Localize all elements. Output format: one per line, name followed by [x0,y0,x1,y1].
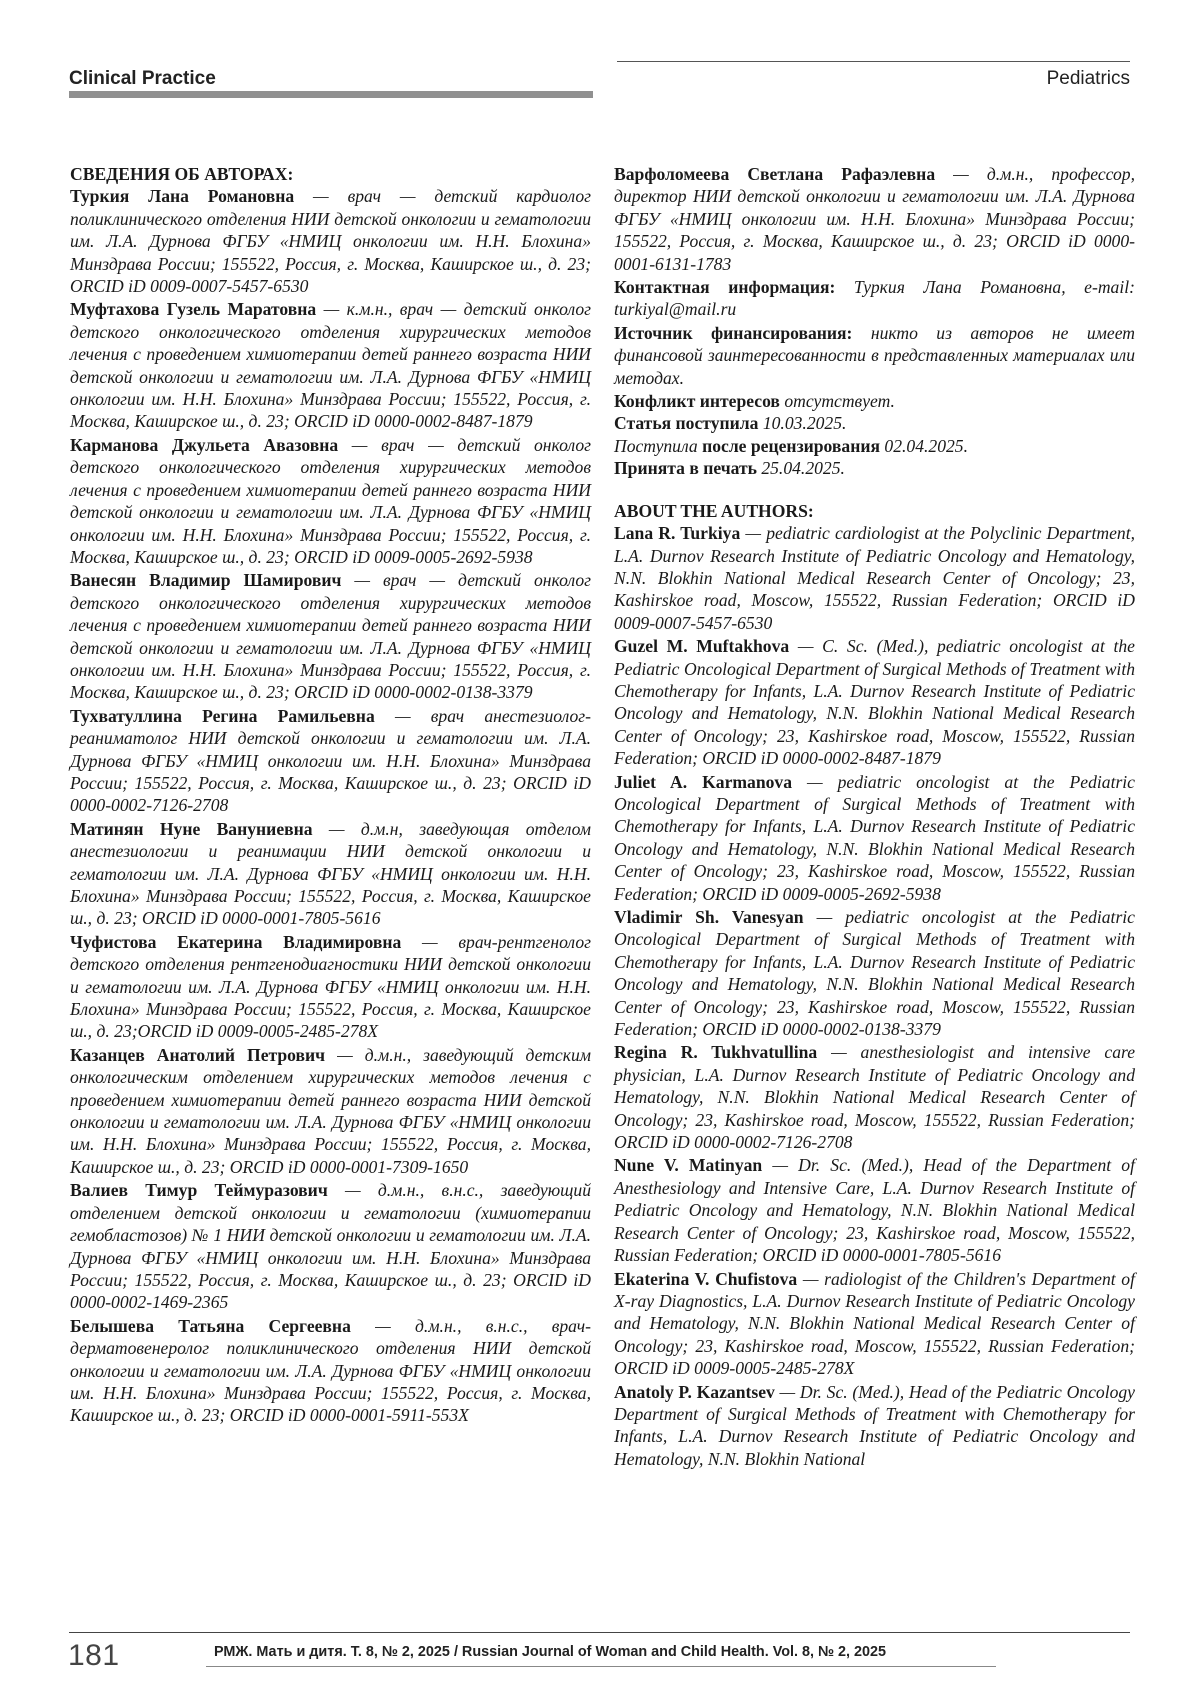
footer-underline [206,1666,996,1667]
author-name: Муфтахова Гузель Маратовна [70,299,317,320]
conflict-label: Конфликт интересов [614,391,780,412]
author-details: — врач анестезиолог-реаниматолог НИИ детской онкологии и гематологии им. Л.А. Дурнова ФГБУ «НМИЦ онкологии им. Н.Н. Блохина» Минздрава России; 155522, Россия, г. Москва, Каширское ш., д. 23; ORCID iD 0000-0002-7126-2708 [70,705,591,816]
conflict-text: отсутствует. [779,391,895,412]
author-details: — д.м.н, заведующая отделом анестезиологии и реанимации НИИ детской онкологии и гематологии им. Л.А. Дурнова ФГБУ «НМИЦ онкологии им. Н.Н. Блохина» Минздрава России; 155522, Россия, г. Москва, Каширское ш., д. 23; ORCID iD 0000-0001-7805-5616 [70,818,591,929]
revised-label: после рецензирования [697,435,881,456]
author-name: Казанцев Анатолий Петрович [70,1044,326,1065]
header-top-rule [617,61,1130,62]
left-column [70,163,591,1428]
section-label: Clinical Practice [69,68,216,89]
funding-label: Источник финансирования: [614,322,853,343]
author-entry-en [614,635,1135,769]
author-details: — к.м.н., врач — детский онколог детского онкологического отделения хирургических методов лечения с проведением химиотерапии детей раннего возраста НИИ детской онкологии и гематологии им. Л.А. Дурнова ФГБУ «НМИЦ онкологии им. Н.Н. Блохина» Минздрава России; 155522, Россия, г. Москва, Каширское ш., д. 23; ORCID iD 0000-0002-8487-1879 [70,299,591,432]
author-entry-ru [614,163,1135,275]
contact-text: Туркия Лана Романовна, e-mail: turkiyal@mail.ru [614,277,1135,320]
author-entry-ru [70,1044,591,1178]
author-name: Белышева Татьяна Сергеевна [70,1315,351,1336]
right-column [614,163,1135,1471]
author-entry-en [614,771,1135,905]
funding-text: никто из авторов не имеет финансовой заинтересованности в представленных материалах или методах. [614,322,1135,388]
authors-heading-en: ABOUT THE AUTHORS: [614,500,814,521]
contact-label: Контактная информация: [614,277,836,298]
accepted-value: 25.04.2025. [756,458,845,479]
accepted-label: Принята в печать [614,458,757,479]
page-number: 181 [68,1639,120,1672]
author-name: Guzel M. Muftakhova [614,636,790,657]
header-bar [69,91,593,98]
author-entry-en [614,1381,1135,1471]
author-name: Nune V. Matinyan [614,1155,763,1176]
author-details: — д.м.н., профессор, директор НИИ детской онкологии и гематологии им. Л.А. Дурнова ФГБУ «НМИЦ онкологии им. Н.Н. Блохина» Минздрава России; 155522, Россия, г. Москва, Каширское ш., д. 23; ORCID iD 0000-0001-6131-1783 [614,164,1135,274]
author-details: — д.м.н., в.н.с., заведующий отделением детской онкологии и гематологии (химиотерапии гемобластозов) № 1 НИИ детской онкологии и гематологии им. Л.А. Дурнова ФГБУ «НМИЦ онкологии им. Н.Н. Блохина» Минздрава России; 155522, Россия, г. Москва, Каширское ш., д. 23; ORCID iD 0000-0002-1469-2365 [70,1180,591,1313]
author-entry-ru [70,818,591,930]
author-name: Regina R. Tukhvatullina [614,1042,818,1063]
author-name: Чуфистова Екатерина Владимировна [70,931,402,952]
author-details: — Dr. Sc. (Med.), Head of the Pediatric Oncology Department of Surgical Methods of Treatment with Chemotherapy for Infants, L.A. Durnov Research Institute of Pediatric Oncology and Hematology, N.N. Blokhin National [614,1381,1135,1469]
author-name: Карманова Джульета Авазовна [70,434,339,455]
author-entry-en [614,1268,1135,1380]
author-details: — врач — детский кардиолог поликлинического отделения НИИ детской онкологии и гематологии им. Л.А. Дурнова ФГБУ «НМИЦ онкологии им. Н.Н. Блохина» Минздрава России; 155522, Россия, г. Москва, Каширское ш., д. 23; ORCID iD 0009-0007-5457-6530 [70,186,591,297]
author-entry-ru [70,185,591,297]
author-details: — pediatric oncologist at the Pediatric Oncological Department of Surgical Methods of Treatment with Chemotherapy for Infants, L.A. Durnov Research Institute of Pediatric Oncology and Hematology, N.N. Blokhin National Medical Research Center of Oncology; 23, Kashirskoe road, Moscow, 155522, Russian Federation; ORCID iD 0009-0005-2692-5938 [614,771,1135,904]
received-label: Статья поступила [614,413,759,434]
author-name: Juliet A. Karmanova [614,771,793,792]
author-entry-ru [70,569,591,703]
author-details: — radiologist of the Children's Department of X-ray Diagnostics, L.A. Durnov Research Institute of Pediatric Oncology and Hematology, N.N. Blokhin National Medical Research Center of Oncology; 23, Kashirskoe road, Moscow, 155522, Russian Federation; ORCID iD 0009-0005-2485-278X [614,1268,1135,1379]
revised-date [614,435,1135,457]
author-name: Варфоломеева Светлана Рафаэлевна [614,164,936,184]
revised-pre: Поступила [614,435,698,456]
received-date [614,412,1135,434]
author-details: — врач — детский онколог детского онкологического отделения хирургических методов лечения с проведением химиотерапии детей раннего возраста НИИ детской онкологии и гематологии им. Л.А. Дурнова ФГБУ «НМИЦ онкологии им. Н.Н. Блохина» Минздрава России; 155522, Россия, г. Москва, Каширское ш., д. 23; ORCID iD 0009-0005-2692-5938 [70,434,591,567]
author-details: — pediatric oncologist at the Pediatric Oncological Department of Surgical Methods of Treatment with Chemotherapy for Infants, L.A. Durnov Research Institute of Pediatric Oncology and Hematology, N.N. Blokhin National Medical Research Center of Oncology; 23, Kashirskoe road, Moscow, 155522, Russian Federation; ORCID iD 0000-0002-0138-3379 [614,907,1135,1040]
received-value: 10.03.2025. [758,413,847,434]
author-entry-ru [70,434,591,568]
author-entry-en [614,906,1135,1040]
author-name: Валиев Тимур Теймуразович [70,1180,328,1201]
revised-value: 02.04.2025. [880,435,968,456]
funding-info [614,322,1135,389]
author-details: — C. Sc. (Med.), pediatric oncologist at the Pediatric Oncological Department of Surgical Methods of Treatment with Chemotherapy for Infants, L.A. Durnov Research Institute of Pediatric Oncology and Hematology, N.N. Blokhin National Medical Research Center of Oncology; 23, Kashirskoe road, Moscow, 155522, Russian Federation; ORCID iD 0000-0002-8487-1879 [614,636,1135,769]
author-entry-en [614,1154,1135,1266]
journal-section-label: Pediatrics [1046,68,1130,89]
author-name: Vladimir Sh. Vanesyan [614,907,804,927]
author-name: Ekaterina V. Chufistova [614,1268,798,1289]
author-entry-en [614,522,1135,634]
author-details: — anesthesiologist and intensive care physician, L.A. Durnov Research Institute of Pediatric Oncology and Hematology, N.N. Blokhin National Medical Research Center of Oncology; 23, Kashirskoe road, Moscow, 155522, Russian Federation; ORCID iD 0000-0002-7126-2708 [614,1042,1135,1153]
author-details: — врач-рентгенолог детского отделения рентгенодиагностики НИИ детской онкологии и гематологии им. Л.А. Дурнова ФГБУ «НМИЦ онкологии им. Н.Н. Блохина» Минздрава России; 155522, Россия, г. Москва, Каширское ш., д. 23;ORCID iD 0009-0005-2485-278X [70,931,591,1042]
author-name: Lana R. Turkiya [614,523,741,544]
author-entry-ru [70,931,591,1043]
author-entry-en [614,1041,1135,1153]
author-details: — Dr. Sc. (Med.), Head of the Department of Anesthesiology and Intensive Care, L.A. Durnov Research Institute of Pediatric Oncology and Hematology, N.N. Blokhin National Medical Research Center of Oncology; 23, Kashirskoe road, Moscow, 155522, Russian Federation; ORCID iD 0000-0001-7805-5616 [614,1155,1135,1266]
author-details: — д.м.н., заведующий детским онкологическим отделением хирургических методов лечения с проведением химиотерапии детей раннего возраста НИИ детской онкологии и гематологии им. Л.А. Дурнова ФГБУ «НМИЦ онкологии им. Н.Н. Блохина» Минздрава России; 155522, Россия, г. Москва, Каширское ш., д. 23; ORCID iD 0000-0001-7309-1650 [70,1044,591,1177]
authors-heading-ru: СВЕДЕНИЯ ОБ АВТОРАХ: [70,164,294,184]
author-entry-ru [70,705,591,817]
conflict-info [614,390,1135,412]
author-details: — врач — детский онколог детского онкологического отделения хирургических методов лечения с проведением химиотерапии детей раннего возраста НИИ детской онкологии и гематологии им. Л.А. Дурнова ФГБУ «НМИЦ онкологии им. Н.Н. Блохина» Минздрава России; 155522, Россия, г. Москва, Каширское ш., д. 23; ORCID iD 0000-0002-0138-3379 [70,570,591,703]
journal-citation: РМЖ. Мать и дитя. Т. 8, № 2, 2025 / Russian Journal of Woman and Child Health. Vol. 8, № 2, 2025 [214,1644,887,1660]
author-details: — pediatric cardiologist at the Polyclinic Department, L.A. Durnov Research Institute of Pediatric Oncology and Hematology, N.N. Blokhin National Medical Research Center of Oncology; 23, Kashirskoe road, Moscow, 155522, Russian Federation; ORCID iD 0009-0007-5457-6530 [614,523,1135,633]
author-name: Матинян Нуне Вануниевна [70,818,313,839]
author-name: Ванесян Владимир Шамирович [70,570,342,591]
author-details: — д.м.н., в.н.с., врач-дерматовенеролог поликлинического отделения НИИ детской онкологии и гематологии им. Л.А. Дурнова ФГБУ «НМИЦ онкологии им. Н.Н. Блохина» Минздрава России; 155522, Россия, г. Москва, Каширское ш., д. 23; ORCID iD 0000-0001-5911-553X [70,1315,591,1426]
author-entry-ru [70,1315,591,1427]
author-name: Туркия Лана Романовна [70,186,295,207]
accepted-date [614,457,1135,479]
author-entry-ru [70,1179,591,1313]
contact-info [614,276,1135,321]
author-name: Тухватуллина Регина Рамильевна [70,705,375,726]
author-entry-ru [70,298,591,432]
author-name: Anatoly P. Kazantsev [614,1381,775,1402]
footer-rule [69,1632,1130,1633]
